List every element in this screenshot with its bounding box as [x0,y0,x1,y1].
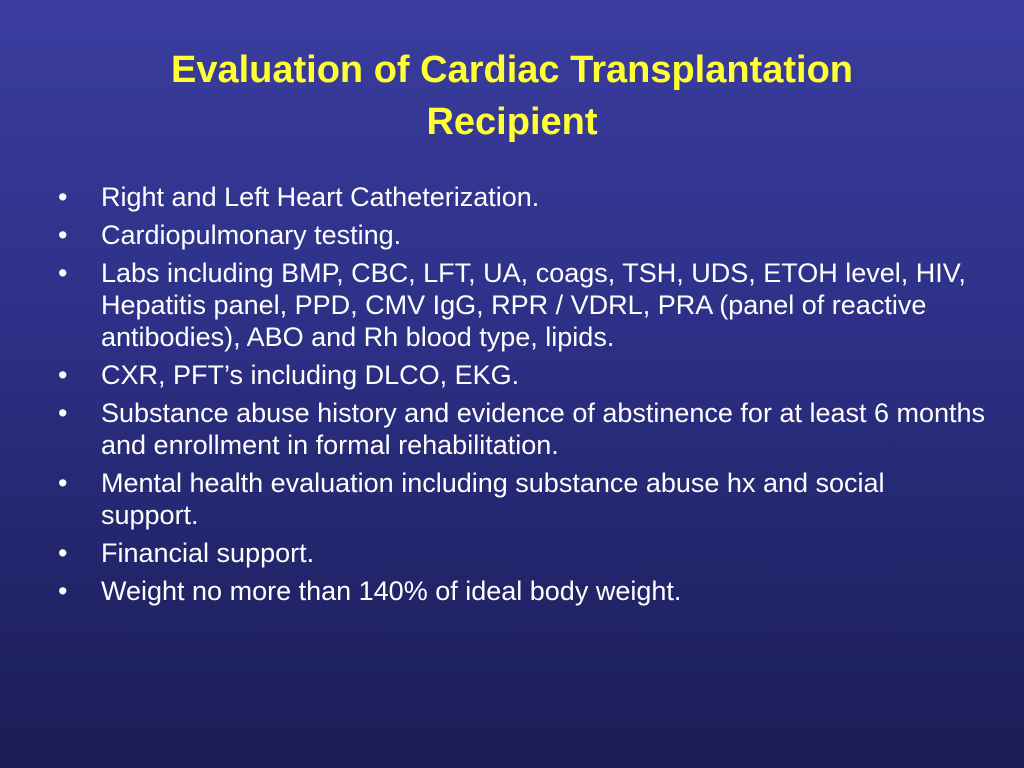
bullet-dot-icon: • [58,360,68,390]
slide-title-line-2: Recipient [426,101,598,143]
bullet-text: CXR, PFT’s including DLCO, EKG. [101,360,520,390]
bullet-item-cxr-pft [58,359,988,391]
slide-title [40,44,984,148]
bullet-dot-icon: • [58,182,68,212]
bullet-text: Substance abuse history and evidence of abstinence for at least 6 months and enrollment in formal rehabilitation. [101,398,986,460]
bullet-item-catheterization [58,181,988,213]
bullet-text: Weight no more than 140% of ideal body weight. [101,576,682,606]
bullet-dot-icon: • [58,258,68,288]
bullet-dot-icon: • [58,468,68,498]
bullet-dot-icon: • [58,538,68,568]
bullet-dot-icon: • [58,220,68,250]
bullet-item-mental-health [58,467,988,531]
bullet-item-financial [58,537,988,569]
bullet-text: Mental health evaluation including substance abuse hx and social support. [101,468,885,530]
bullet-dot-icon: • [58,398,68,428]
bullet-text: Labs including BMP, CBC, LFT, UA, coags, TSH, UDS, ETOH level, HIV, Hepatitis panel, PPD, CMV IgG, RPR / VDRL, PRA (panel of reactive antibodies), ABO and Rh blood type, lipids. [101,258,966,352]
bullet-text: Financial support. [101,538,315,568]
bullet-text: Right and Left Heart Catheterization. [101,182,540,212]
bullet-item-weight [58,575,988,607]
bullet-item-labs [58,257,988,353]
bullet-item-cardiopulmonary [58,219,988,251]
bullet-list [58,181,988,613]
bullet-item-substance-abuse [58,397,988,461]
bullet-dot-icon: • [58,576,68,606]
bullet-text: Cardiopulmonary testing. [101,220,402,250]
slide-title-line-1: Evaluation of Cardiac Transplantation [170,49,853,91]
